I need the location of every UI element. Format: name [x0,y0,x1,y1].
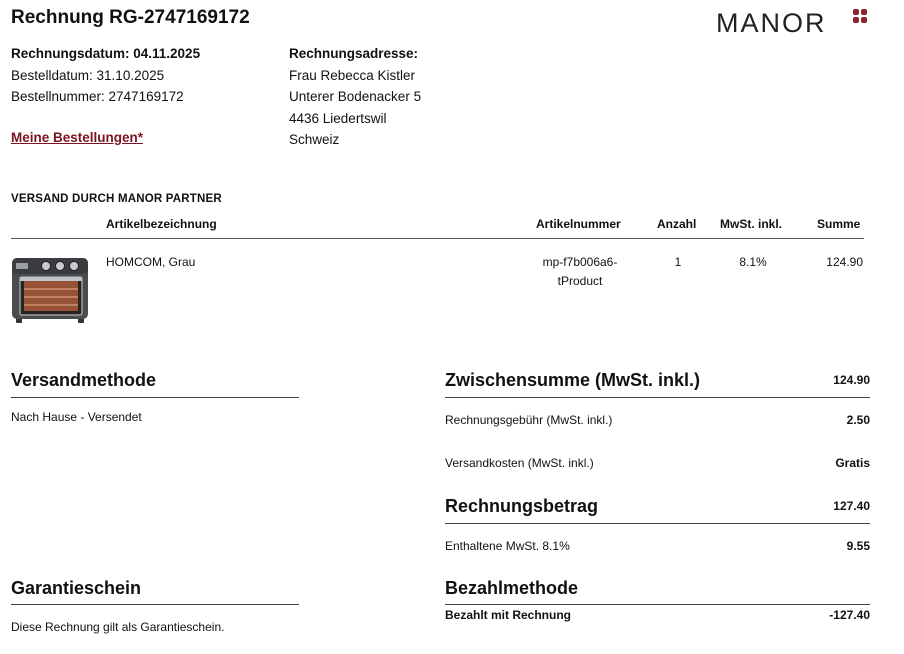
address-name: Frau Rebecca Kistler [289,67,416,83]
manor-logo: MANOR [716,8,827,38]
column-header-article-number: Artikelnummer [536,217,621,231]
column-header-quantity: Anzahl [657,217,697,231]
payment-method-label: Bezahlt mit Rechnung [445,608,572,622]
address-country: Schweiz [289,132,340,147]
invoice-amount-value: 127.40 [833,499,870,513]
item-vat: 8.1% [739,255,767,269]
column-header-sum: Summe [817,217,861,231]
billing-address-heading: Rechnungsadresse: [289,46,419,61]
order-date: Bestelldatum: 31.10.2025 [11,67,165,83]
item-article-number [520,253,640,291]
item-description: HOMCOM, Grau [106,255,196,269]
my-orders-link[interactable]: Meine Bestellungen* [11,130,144,145]
section-divider [11,604,299,605]
subtotal-value: 124.90 [833,373,870,387]
invoice-fee-label: Rechnungsgebühr (MwSt. inkl.) [445,413,613,427]
section-divider [445,604,870,605]
invoice-fee-value: 2.50 [846,413,870,427]
shipment-heading: VERSAND DURCH MANOR PARTNER [11,193,222,205]
payment-method-heading: Bezahlmethode [445,578,579,598]
section-divider [445,397,870,398]
table-divider [11,238,864,239]
billing-address [289,43,421,151]
logo-dot [853,17,859,23]
warranty-heading: Garantieschein [11,578,142,598]
address-city: 4436 Liedertswil [289,110,387,126]
logo-dot [853,9,859,15]
payment-method-value: -127.40 [829,608,870,622]
invoice-date: Rechnungsdatum: 04.11.2025 [11,46,201,61]
subtotal-label: Zwischensumme (MwSt. inkl.) [445,370,701,390]
mini-oven-icon [10,255,90,325]
logo-dot [861,17,867,23]
item-sum: 124.90 [826,255,863,269]
section-divider [445,523,870,524]
column-header-vat: MwSt. inkl. [720,217,783,231]
address-street: Unterer Bodenacker 5 [289,89,422,104]
page-title: Rechnung RG-2747169172 [11,7,250,28]
item-quantity: 1 [674,255,682,269]
shipping-method-value: Nach Hause - Versendet [11,410,142,424]
section-divider [11,397,299,398]
vat-included-value: 9.55 [846,539,870,553]
shipping-cost-value: Gratis [835,456,870,470]
shipping-cost-label: Versandkosten (MwSt. inkl.) [445,456,594,470]
manor-logo-mark-icon [853,9,867,23]
article-number-line: mp-f7b006a6- [542,255,618,269]
vat-included-label: Enthaltene MwSt. 8.1% [445,539,570,553]
order-meta [11,43,200,108]
invoice-amount-label: Rechnungsbetrag [445,496,599,516]
logo-dot [861,9,867,15]
article-number-line: tProduct [557,274,603,288]
column-header-description: Artikelbezeichnung [106,217,217,231]
warranty-text: Diese Rechnung gilt als Garantieschein. [11,620,225,634]
shipping-method-heading: Versandmethode [11,370,157,390]
order-number: Bestellnummer: 2747169172 [11,89,184,104]
